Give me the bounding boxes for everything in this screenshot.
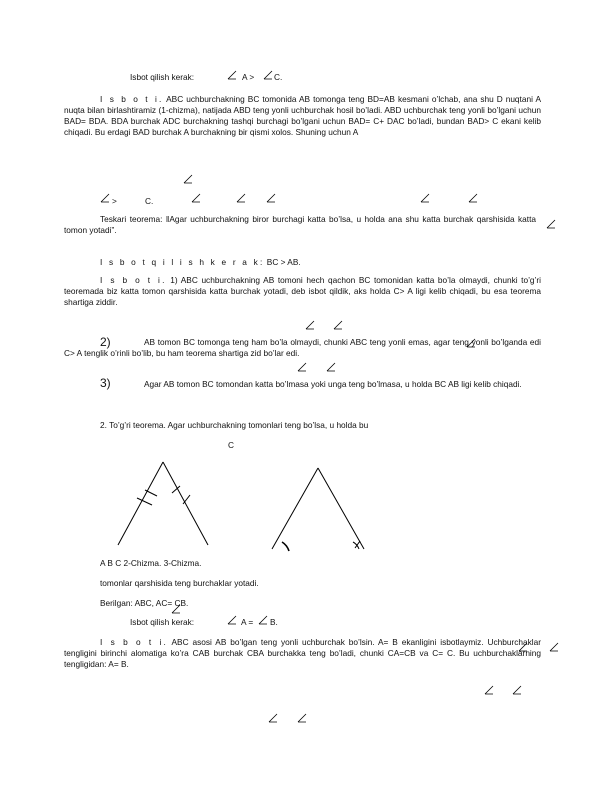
angle-icon [191, 193, 201, 203]
angle-icon [305, 320, 315, 330]
item-text-2: AB tomon BC tomonga teng ham bo’la olmaydi, chunki ABC teng yonli emas, agar teng yonli bo’lganda edi C> A tenglik o’rinli bo’lib, bu ham teorema shartiga zid bo’lar edi. [64, 337, 541, 358]
figure-caption: A B C 2-Chizma. 3-Chizma. [100, 558, 202, 568]
angle-icon [466, 338, 476, 348]
proof-text-1: ABC uchburchakning BC tomonida AB tomonga teng BD=AB kesmani o’lchab, ana shu D nuqtani A nuqta bilan birlashtiramiz (1-chizma), natijada ABD teng yonli uchburchak hosil bo’ladi. ABD uchburchak teng yonli bo’lgani uchun BAD= BDA. BDA burchak ADC burchakning tashqi burchagi bo’lgani uchun BAD= C+ DAC bo’ladi, bundan BAD> C ekani kelib chiqadi. Bu erdagi BAD burchak A burchakning bir qismi xolos. Shuning uchun A [64, 94, 542, 137]
angle-icon [227, 615, 237, 625]
proof-lead-1: I s b o t i. [100, 94, 164, 104]
angle-icon [297, 362, 307, 372]
tick-mark [183, 495, 190, 504]
angle-icon [236, 193, 246, 203]
angle-icon [512, 685, 522, 695]
angle-icon [468, 193, 478, 203]
angle-icon [227, 70, 237, 80]
proof-text-3: ABC asosi AB bo’lgan teng yonli uchburchak bo’lsin. A= B ekanligini isbotlaymiz. Uchburchaklar tengligini birinchi alomatiga ko’ra CAB burchak CBA burchakka teng bo’ladi, chunki CA=CB va C= C. Bu uchburchaklarning tengligidan: A= B. [64, 637, 541, 669]
item-number-2: 2) [100, 335, 111, 349]
angle-icon [518, 642, 528, 652]
requirement-text: BC > AB. [266, 257, 301, 267]
proof-goal-label-2: Isbot qilish kerak: [130, 617, 195, 627]
theorem-continuation: tomonlar qarshisida teng burchaklar yotadi. [100, 578, 259, 588]
angle-c: C. [145, 196, 154, 206]
item-number-3: 3) [100, 376, 111, 390]
angle-icon [266, 193, 276, 203]
given-line: Berilgan: ABC, AC= CB. [100, 598, 189, 608]
angle-arc-a [282, 542, 289, 551]
direct-theorem: 2. To’g’ri teorema. Agar uchburchakning tomonlari teng bo’lsa, u holda bu [100, 420, 369, 430]
converse-theorem: Teskari teorema: ‖Agar uchburchakning biror burchagi katta bo’lsa, u holda ana shu katta burchak qarshisida katta tomon yotadi”. [64, 214, 536, 235]
proof-goal-b: B. [270, 617, 278, 627]
angle-icon [333, 320, 343, 330]
angle-gt: > [112, 196, 117, 206]
angle-icon [546, 219, 556, 229]
angle-icon [326, 362, 336, 372]
angle-icon [263, 70, 273, 80]
angle-icon [171, 604, 181, 614]
proof-paragraph-3 [64, 637, 541, 670]
triangle-2 [118, 462, 208, 545]
proof-goal-label-1: Isbot qilish kerak: [130, 72, 195, 82]
proof-text-2: 1) ABC uchburchakning AB tomoni hech qachon BC tomonidan katta bo’la olmaydi, chunki to’g’ri teoremada biz katta tomon qarshisida katta burchak yotadi, deb isbot qildik, aks holda C> A ligi kelib chiqadi, bu esa teorema shartiga ziddir. [64, 275, 541, 307]
angle-icon [100, 193, 110, 203]
angle-icon [183, 174, 193, 184]
angle-icon [484, 685, 494, 695]
triangle-3 [272, 468, 364, 549]
proof-goal-c: C. [274, 72, 283, 82]
angle-icon [297, 713, 307, 723]
tick-mark [137, 498, 152, 505]
proof-goal-a-eq: A = [241, 617, 254, 627]
angle-icon [549, 642, 559, 652]
requirement-lead: I s b o t q i l i s h k e r a k: [100, 257, 265, 267]
proof-lead-2: I s b o t i. [100, 275, 167, 285]
angle-icon [258, 615, 268, 625]
tick-mark [145, 490, 157, 496]
item-text-3: Agar AB tomon BC tomondan katta bo’lmasa yoki unga teng bo’lmasa, u holda BC AB ligi kelib chiqadi. [144, 379, 522, 389]
angle-icon [420, 193, 430, 203]
figure-label-c: C [228, 440, 234, 450]
proof-goal-a: A > [242, 72, 255, 82]
proof-lead-3: I s b o t i. [100, 637, 169, 647]
angle-arc-b [353, 541, 360, 549]
angle-icon [268, 713, 278, 723]
